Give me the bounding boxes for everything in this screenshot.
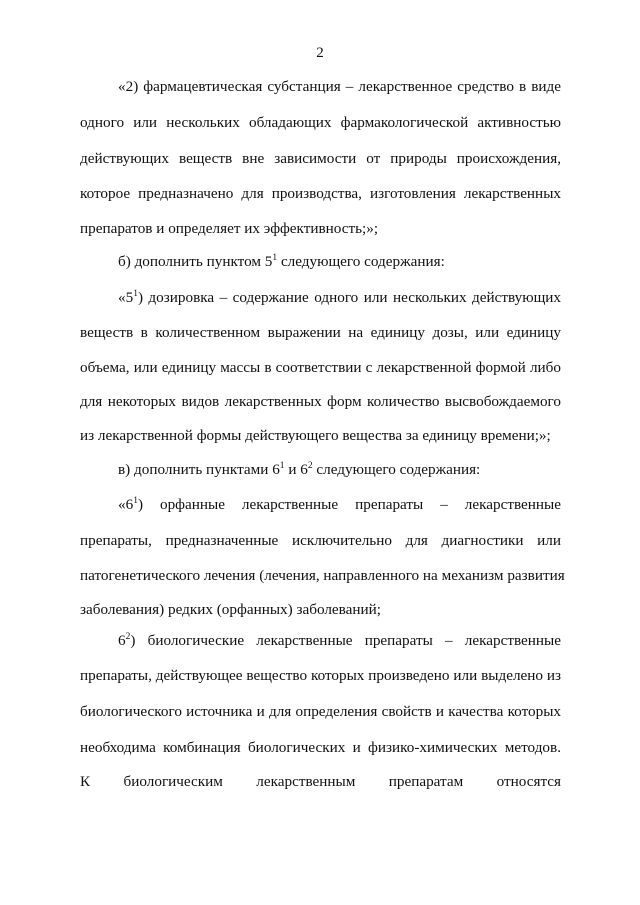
paragraph-orphan-drugs-line-1 (118, 495, 561, 515)
paragraph-orphan-drugs-line-3: патогенетического лечения (лечения, направленного на механизм развития (80, 567, 565, 584)
paragraph-biological-drugs-line-2: препараты, действующее вещество которых произведено или выделено из (80, 667, 561, 684)
paragraph-biological-drugs-line-3: биологического источника и для определения свойств и качества которых (80, 703, 561, 720)
paragraph-orphan-drugs-line-4: заболевания) редких (орфанных) заболеваний; (80, 601, 381, 618)
text-segment: и 6 (284, 461, 308, 478)
paragraph-biological-drugs-line-5: К биологическим лекарственным препаратам относятся (80, 773, 561, 790)
text-segment: «5 (118, 289, 134, 306)
text-segment: следующего содержания: (312, 461, 481, 478)
superscript: 1 (272, 252, 278, 263)
text-segment: ) биологические лекарственные препараты – лекарственные (130, 632, 561, 649)
text-segment: в) дополнить пунктами 6 (118, 461, 280, 478)
paragraph-pharm-substance-line-3: действующих веществ вне зависимости от природы происхождения, (80, 150, 561, 167)
superscript: 2 (307, 460, 313, 471)
paragraph-dosage-line-3: объема, или единицу массы в соответствии с лекарственной формой либо (80, 359, 561, 376)
superscript: 1 (133, 495, 138, 506)
text-segment: «6 (118, 496, 134, 513)
paragraph-dosage-line-4: для некоторых видов лекарственных форм количество высвобождаемого (80, 393, 561, 410)
paragraph-add-point-5-1 (118, 252, 561, 272)
superscript: 1 (133, 288, 138, 299)
text-segment: ) дозировка – содержание одного или нескольких действующих (137, 289, 561, 306)
page-number: 2 (316, 45, 324, 61)
paragraph-dosage-line-5: из лекарственной формы действующего вещества за единицу времени;»; (80, 427, 551, 444)
paragraph-dosage-line-1 (118, 288, 561, 308)
superscript: 1 (279, 460, 285, 471)
superscript: 2 (125, 631, 131, 642)
text-segment: б) дополнить пунктом 5 (118, 253, 273, 270)
paragraph-pharm-substance-line-5: препаратов и определяет их эффективность;»; (80, 220, 379, 237)
text-segment: следующего содержания: (277, 253, 445, 270)
paragraph-add-points-6 (118, 460, 561, 480)
paragraph-pharm-substance-line-1: «2) фармацевтическая субстанция – лекарственное средство в виде (118, 78, 561, 95)
paragraph-orphan-drugs-line-2: препараты, предназначенные исключительно для диагностики или (80, 532, 561, 549)
text-segment: 6 (118, 632, 126, 649)
paragraph-dosage-line-2: веществ в количественном выражении на единицу дозы, или единицу (80, 324, 561, 341)
paragraph-biological-drugs-line-4: необходима комбинация биологических и физико-химических методов. (80, 739, 561, 756)
paragraph-biological-drugs-line-1 (118, 631, 561, 651)
paragraph-pharm-substance-line-2: одного или нескольких обладающих фармакологической активностью (80, 114, 561, 131)
paragraph-pharm-substance-line-4: которое предназначено для производства, изготовления лекарственных (80, 185, 561, 202)
text-segment: ) орфанные лекарственные препараты – лекарственные (137, 496, 561, 513)
